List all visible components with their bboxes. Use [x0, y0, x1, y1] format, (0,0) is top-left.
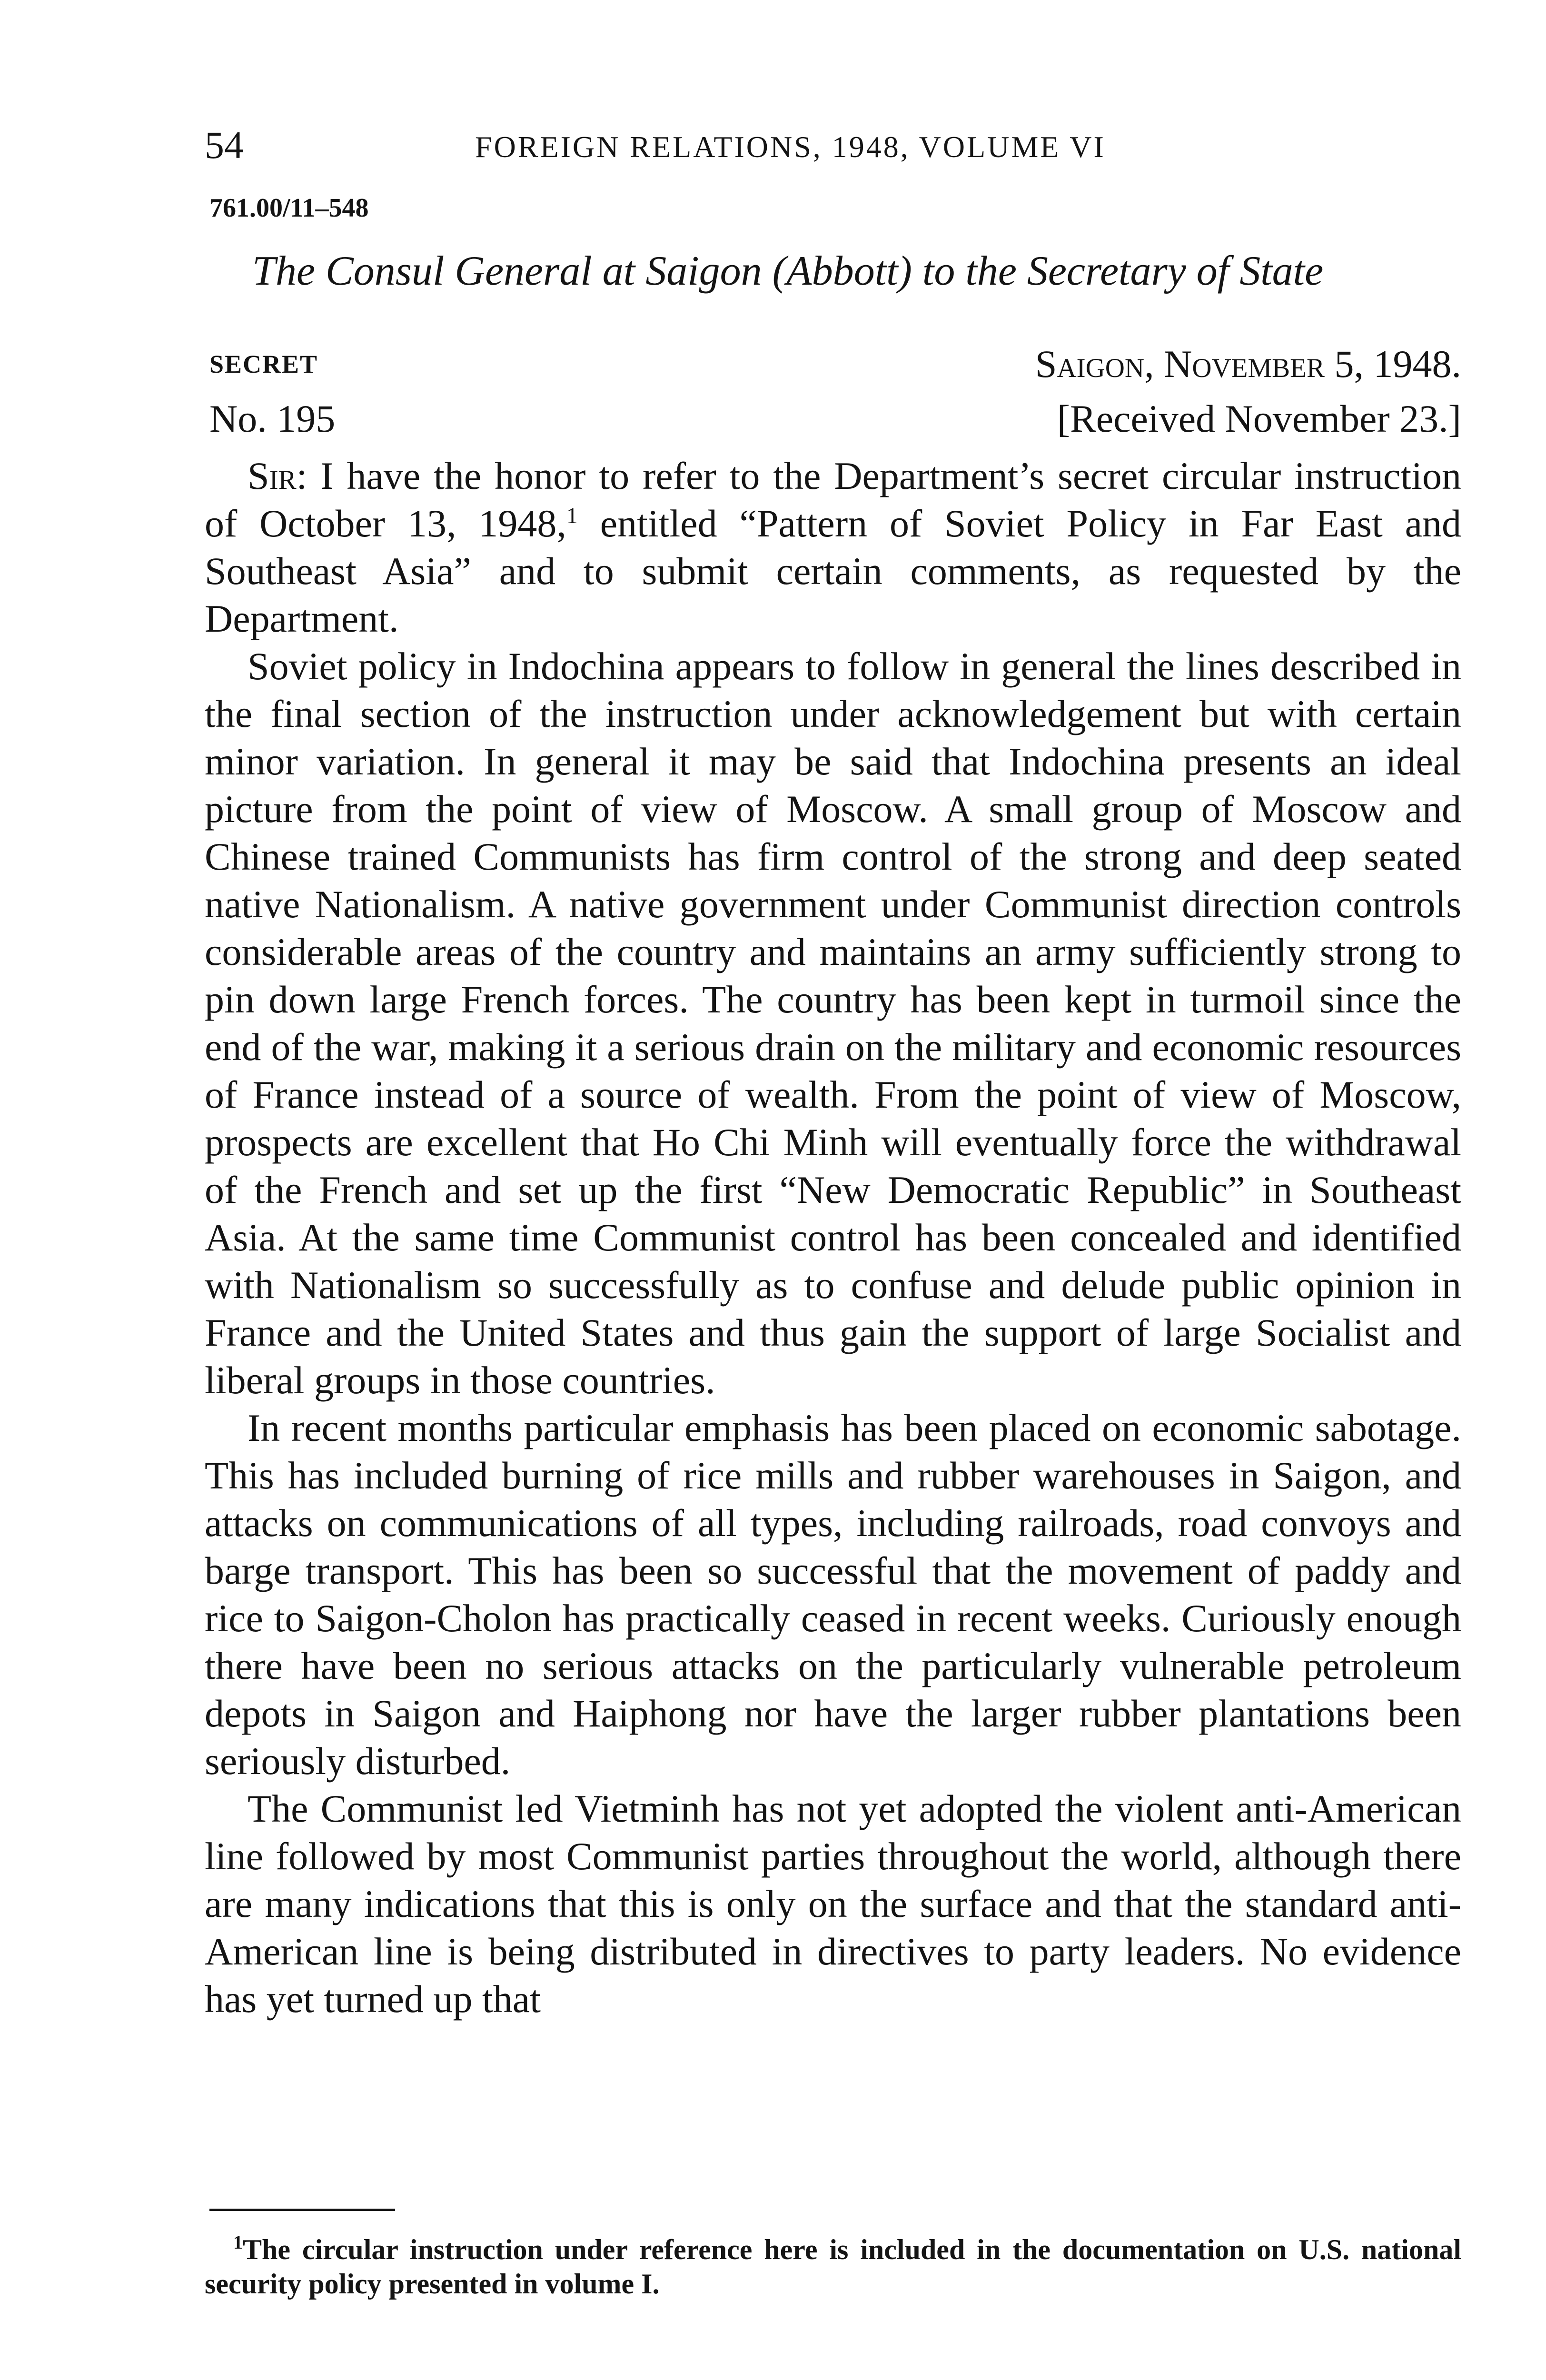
paragraph: In recent months particular emphasis has been placed on economic sabotage. This has included burning of rice mills and rubber warehouses in Saigon, and attacks on communications of all types, including railroads, road convoys and barge transport. This has been so successful that the movement of paddy and rice to Saigon-Cholon has practically ceased in recent weeks. Curiously enough there have been no serious attacks on the particularly vulnerable petroleum depots in Saigon and Haiphong nor have the larger rubber plantations been seriously disturbed.	[205, 1406, 1461, 1783]
salutation: Sir	[248, 454, 297, 497]
file-number: 761.00/11–548	[209, 193, 369, 223]
document-heading: The Consul General at Saigon (Abbott) to the Secretary of State	[252, 248, 1324, 294]
paragraph: The Communist led Vietminh has not yet adopted the violent anti-American line followed by most Communist parties throughout the world, although there are many indications that this is only on the surface and that the standard anti-American line is being distributed in directives to party leaders. No evidence has yet turned up that	[205, 1787, 1461, 2021]
footnote-marker: 1	[233, 2231, 243, 2253]
letter-body	[205, 452, 1461, 2023]
footnote-divider	[209, 2209, 395, 2211]
footnote	[205, 2232, 1461, 2301]
paragraph: Soviet policy in Indochina appears to follow in general the lines described in the final section of the instruction under acknowledgement but with certain minor variation. In general it may be said that Indochina presents an ideal picture from the point of view of Moscow. A small group of Moscow and Chinese trained Communists has firm control of the strong and deep seated native Nationalism. A native government under Communist direction controls considerable areas of the country and maintains an army sufficiently strong to pin down large French forces. The country has been kept in turmoil since the end of the war, making it a serious drain on the military and economic resources of France instead of a source of wealth. From the point of view of Moscow, prospects are excellent that Ho Chi Minh will eventually force the withdrawal of the French and set up the first “New Democratic Republic” in Southeast Asia. At the same time Communist control has been concealed and identified with Nationalism so successfully as to confuse and delude public opinion in France and the United States and thus gain the support of large Socialist and liberal groups in those countries.	[205, 645, 1461, 1402]
place-date: Saigon, November 5, 1948.	[1035, 342, 1461, 386]
paragraph-text: : I have the honor to refer to the Department’s secret circular instruction of October 13, 1948,	[205, 454, 1461, 545]
paragraph-text: entitled “Pattern of Soviet Policy in Far East and Southeast Asia” and to submit certain comments, as requested by the Department.	[205, 502, 1461, 640]
footnote-text	[205, 2232, 1461, 2301]
received-date: [Received November 23.]	[1057, 397, 1461, 440]
running-header	[205, 119, 1461, 171]
page-number: 54	[205, 123, 244, 167]
running-title: FOREIGN RELATIONS, 1948, VOLUME VI	[475, 130, 1106, 164]
despatch-row	[205, 395, 1461, 443]
footnote-body: The circular instruction under reference here is included in the documentation on U.S. national security policy presented in volume I.	[205, 2234, 1461, 2300]
classification-marking: SECRET	[209, 350, 318, 378]
document-page	[205, 0, 1461, 2380]
classification-row	[205, 340, 1461, 388]
paragraph	[205, 452, 1461, 643]
footnote-reference: 1	[566, 503, 578, 528]
despatch-number: No. 195	[209, 397, 336, 440]
